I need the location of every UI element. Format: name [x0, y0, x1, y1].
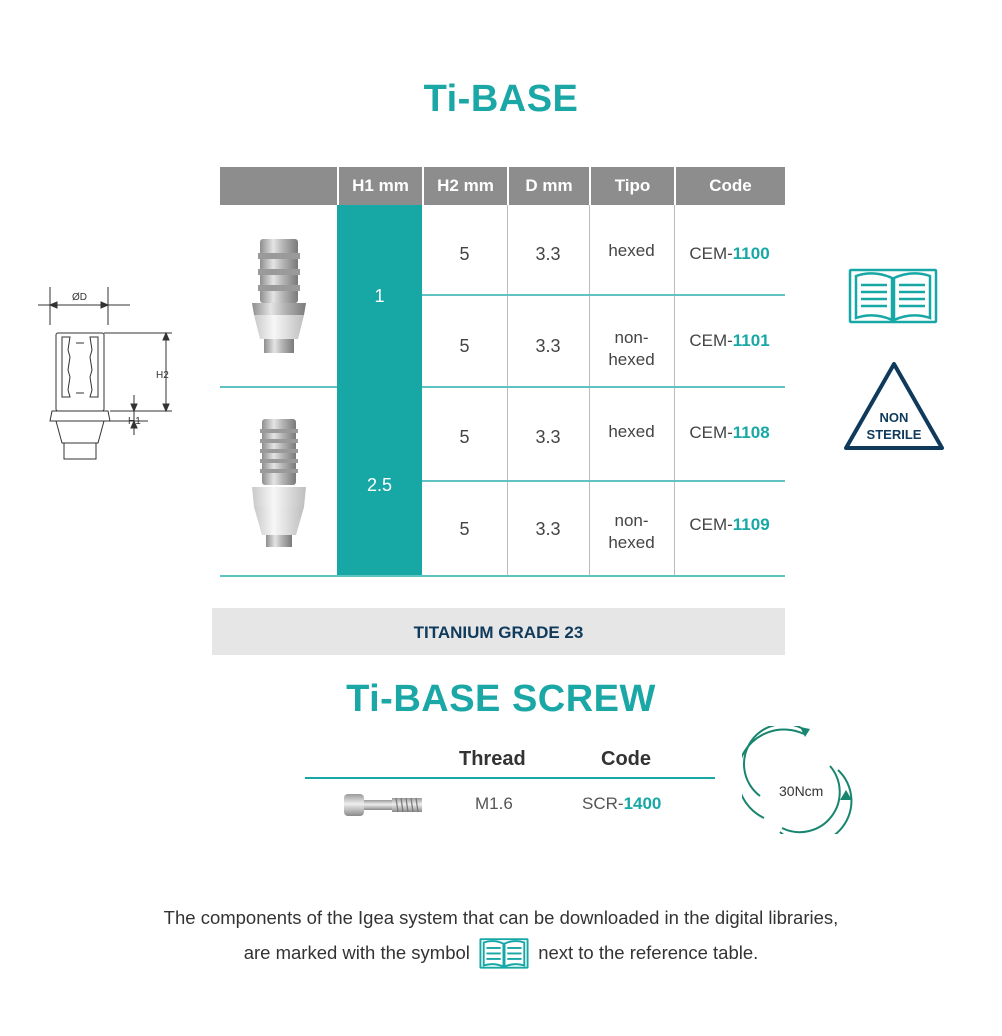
table-header — [220, 167, 785, 205]
h2-cell: 5 — [459, 427, 470, 447]
code-cell: CEM-1108 — [689, 423, 770, 442]
col-header-h1: H1 mm — [337, 167, 422, 205]
row-divider — [422, 480, 785, 482]
non-sterile-badge — [842, 360, 946, 452]
col-header-code: Code — [674, 167, 785, 205]
screw-title: Ti-BASE SCREW — [346, 678, 656, 720]
abutment-drawing — [30, 285, 190, 470]
h2-label: H2 — [156, 370, 169, 381]
h1-value: 1 — [374, 286, 385, 306]
tipo-cell: hexed — [608, 241, 655, 260]
code-cell: CEM-1100 — [689, 244, 770, 263]
h2-cell: 5 — [459, 336, 470, 356]
h1-value: 2.5 — [366, 475, 393, 495]
h1-label: H1 — [128, 416, 141, 427]
footer-line1: The components of the Igea system that can be downloaded in the digital libraries, — [163, 907, 839, 928]
table-bottom-border — [220, 575, 785, 577]
screw-code-header: Code — [601, 748, 651, 770]
screw-code: SCR-1400 — [582, 794, 662, 813]
thread-header: Thread — [459, 748, 526, 770]
page-title: Ti-BASE — [423, 78, 579, 120]
h2-cell: 5 — [459, 244, 470, 264]
product-table — [220, 167, 785, 577]
abutment-image-h1-2-5 — [246, 415, 312, 550]
row-divider — [422, 294, 785, 296]
abutment-image-h1-1 — [248, 237, 310, 355]
torque-value: 30Ncm — [779, 783, 824, 799]
d-cell: 3.3 — [535, 244, 561, 264]
torque-icon — [742, 726, 857, 834]
material-bar: TITANIUM GRADE 23 — [212, 608, 785, 655]
h1-column — [337, 205, 422, 577]
badge-line2: STERILE — [866, 427, 922, 442]
col-header-d: D mm — [507, 167, 589, 205]
digital-library-book-icon — [848, 266, 938, 328]
col-header-tipo: Tipo — [589, 167, 674, 205]
d-cell: 3.3 — [535, 336, 561, 356]
badge-line1: NON — [879, 410, 909, 425]
tipo-cell: non- hexed — [608, 328, 655, 369]
group-divider — [422, 386, 785, 388]
tipo-cell: non- hexed — [608, 511, 655, 552]
col-header-h2: H2 mm — [422, 167, 507, 205]
tipo-cell: hexed — [608, 422, 655, 441]
book-icon — [479, 937, 529, 971]
screw-image — [340, 792, 426, 818]
thread-value: M1.6 — [475, 794, 513, 813]
screw-divider — [305, 777, 715, 779]
diameter-label: ØD — [72, 292, 87, 303]
footer-line2: are marked with the symbol next to the reference table. — [0, 937, 1002, 971]
code-cell: CEM-1101 — [689, 331, 770, 350]
group-divider — [220, 386, 337, 388]
d-cell: 3.3 — [535, 427, 561, 447]
h2-cell: 5 — [459, 519, 470, 539]
d-cell: 3.3 — [535, 519, 561, 539]
code-cell: CEM-1109 — [689, 515, 770, 534]
